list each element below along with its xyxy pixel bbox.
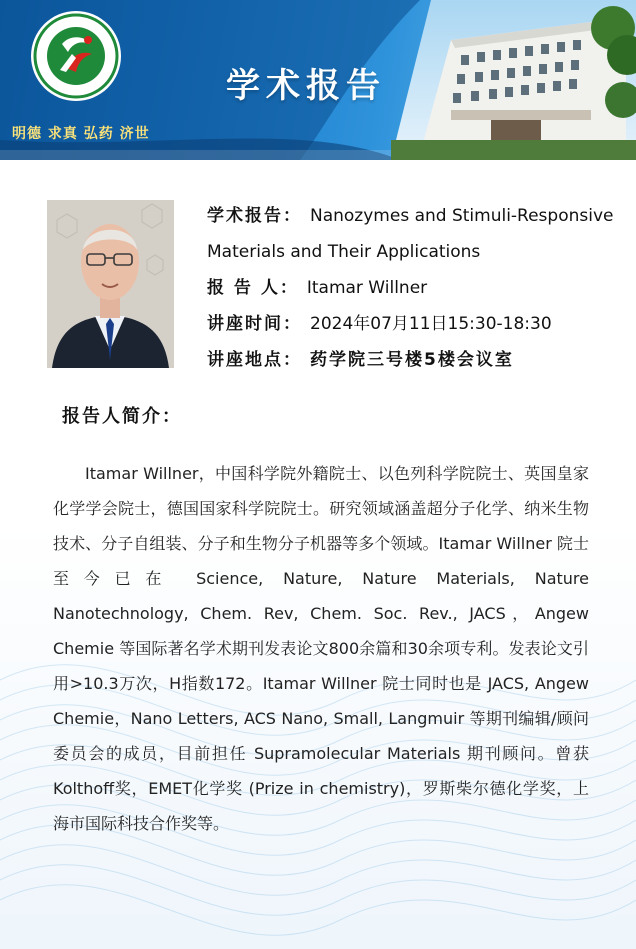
speaker-label: 报 告 人： bbox=[207, 278, 299, 298]
place-row bbox=[207, 342, 617, 378]
speaker-portrait bbox=[47, 200, 174, 368]
talk-title-label: 学术报告： bbox=[207, 206, 302, 226]
talk-title-continuation bbox=[207, 234, 617, 270]
talk-title-value-line1: Nanozymes and Stimuli-Responsive bbox=[310, 206, 614, 226]
bio-heading: 报告人简介： bbox=[62, 406, 182, 427]
school-logo-icon bbox=[30, 10, 122, 102]
talk-title-value-line2: Materials and Their Applications bbox=[207, 242, 481, 262]
talk-title-row bbox=[207, 198, 617, 234]
time-value: 2024年07月11日15:30-18:30 bbox=[310, 314, 552, 334]
header-banner bbox=[0, 0, 636, 160]
speaker-name: Itamar Willner bbox=[306, 278, 428, 298]
talk-info bbox=[207, 198, 617, 378]
place-value: 药学院三号楼5楼会议室 bbox=[310, 350, 514, 370]
speaker-row bbox=[207, 270, 617, 306]
building-photo bbox=[391, 0, 636, 160]
time-row bbox=[207, 306, 617, 342]
bio-paragraph: Itamar Willner，中国科学院外籍院士、以色列科学院院士、英国皇家化学学会院士，德国国家科学院院士。研究领域涵盖超分子化学、纳米生物技术、分子自组装、分子和生物分子机器等多个领域。Itamar Willner 院士至今已在 Science, Nature, Nature Materials, Nature Nanotechnology, Chem. Rev, Chem. Soc. Rev., JACS，Angew Chemie 等国际著名学术期刊发表论文800余篇和30余项专利。发表论文引用>10.3万次，H指数172。Itamar Willner 院士同时也是 JACS, Angew Chemie，Nano Letters, ACS Nano, Small, Langmuir 等期刊编辑/顾问委员会的成员，目前担任 Supramolecular Materials 期刊顾问。曾获 Kolthoff奖，EMET化学奖 (Prize in chemistry)，罗斯柴尔德化学奖，上海市国际科技合作奖等。 bbox=[53, 464, 589, 833]
speaker-bio bbox=[53, 456, 589, 841]
banner-title: 学术报告 bbox=[226, 66, 386, 106]
place-label: 讲座地点： bbox=[207, 350, 302, 370]
school-motto: 明德 求真 弘药 济世 bbox=[12, 126, 150, 142]
time-label: 讲座时间： bbox=[207, 314, 302, 334]
